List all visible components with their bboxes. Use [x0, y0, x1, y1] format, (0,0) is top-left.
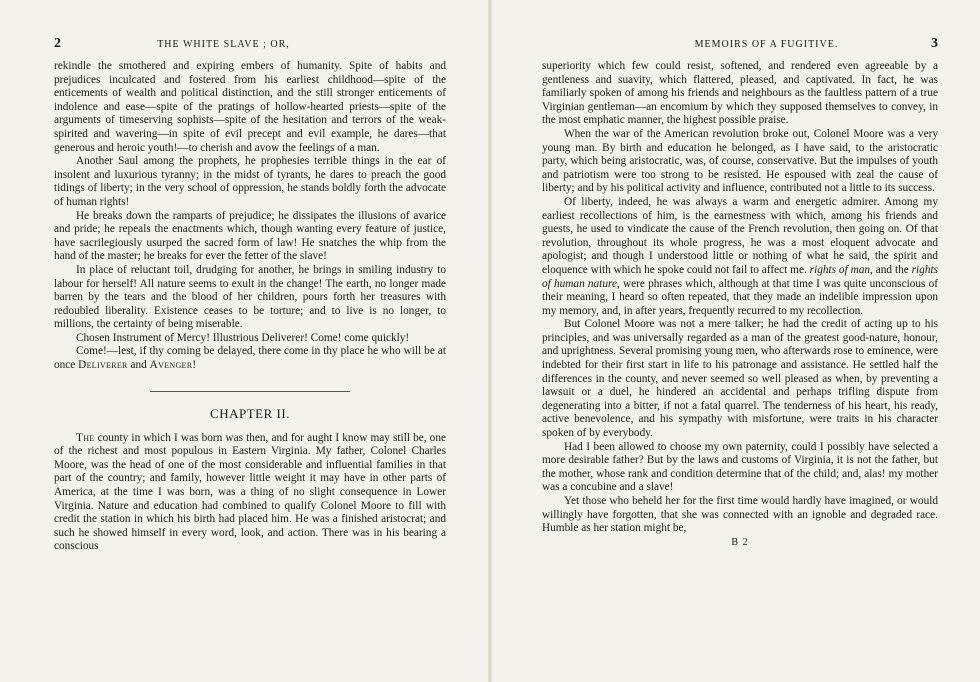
italic-text: rights of man [809, 263, 871, 276]
paragraph [542, 196, 938, 318]
paragraph: rekindle the smothered and expiring embers of humanity. Spite of habits and prejudices inculcated and fostered from his earliest childhood—spite of the enticements of wealth and political distinction, and the still stronger enticements of indolence and ease—spite of the pratings of hollow-hearted priests—spite of the arguments of timeserving sophists—spite of the hesitation and terrors of the weak-spirited and wavering—in spite of evil precept and evil example, he dares—that generous and heroic youth!—to cherish and avow the feelings of a man. [54, 60, 446, 154]
small-caps-text: Avenger [149, 359, 193, 372]
paragraph: Yet those who beheld her for the first time would hardly have imagined, or would willingly have forgotten, that she was connected with an ignoble and degraded race. Humble as her station might be, [542, 495, 938, 535]
running-head: THE WHITE SLAVE ; OR, [157, 39, 290, 50]
small-caps-text: Deliverer [78, 359, 128, 372]
paragraph: Another Saul among the prophets, he prophesies terrible things in the ear of insolent and luxurious tyranny; in the midst of tyrants, he dares to preach the good tidings of liberty; in the very school of oppression, he stands boldly forth the advocate of human rights! [54, 155, 446, 208]
paragraph: Had I been allowed to choose my own paternity, could I possibly have selected a more desirable father? But by the laws and customs of Virginia, it is not the father, but the mother, whose rank and condition determine that of the child; and, alas! my mother was a concubine and a slave! [542, 440, 938, 494]
right-body [542, 60, 938, 536]
paragraph: He breaks down the ramparts of prejudice; he dissipates the illusions of avarice and pride; he repeals the enactments which, though wanting every feature of justice, have sacrilegiously usurped the sacred form of law! He snatches the whip from the hand of the master; he breaks for ever the fetter of the slave! [54, 209, 446, 263]
paragraph: But Colonel Moore was not a mere talker; he had the credit of acting up to his principles, and was universally regarded as a man of the greatest good-nature, honour, and uprightness. Several promising young men, who afterwards rose to eminence, were indebted for their first start in life to his patronage and assistance. He settled half the differences in the county, and never seemed so well pleased as when, by preventing a lawsuit or a duel, he hindered an accidental and perhaps trifling dispute from degenerating into a bitter, if not a fatal quarrel. The tenderness of his heart, his ready, active benevolence, and his sympathy with misfortune, were traits in his character spoken of by everybody. [542, 318, 938, 440]
paragraph [54, 345, 446, 372]
text-run: , and the [870, 263, 909, 276]
paragraph: When the war of the American revolution broke out, Colonel Moore was a very young man. By birth and education he belonged, as I have said, to the aristocratic party, which being aristocratic, was, of course, conservative. But the impulses of youth and patriotism were too strong to be resisted. He espoused with zeal the cause of liberty; and by his political activity and influence, contributed not a little to its success. [542, 127, 938, 195]
right-page [490, 0, 980, 682]
page-number: 3 [931, 36, 938, 51]
paragraph: Chosen Instrument of Mercy! Illustrious Deliverer! Come! come quickly! [76, 331, 410, 344]
running-head: MEMOIRS OF A FUGITIVE. [694, 39, 839, 50]
italic-text: rights of human nature [542, 263, 939, 290]
text-run: and [130, 359, 147, 372]
paragraph: superiority which few could resist, softened, and rendered even agreeable by a gentleness and suavity, which flattered, pleased, and captivated. In fact, he was familiarly spoken of among his friends and neighbours as the faultless pattern of a true Virginian gentleman—an encomium by which they supposed themselves to convey, in the most emphatic manner, the highest possible praise. [542, 60, 938, 127]
text-run: Of liberty, indeed, he was always a warm and energetic admirer. Among my earliest recollections of him, is the earnestness with which, among his friends and guests, he used to vindicate the cause of the French revolution, then going on. Of that revolution, throughout its whole progress, he was a most eloquent advocate and apologist; and though I understood little or nothing of what he said, the spirit and eloquence with which he spoke could not fail to affect me. [542, 195, 938, 276]
left-header [54, 36, 446, 54]
small-caps-text: The [76, 431, 95, 444]
text-run: , were phrases which, although at that time I was quite unconscious of their meaning, I heard so often repeated, that they made an indelible impression upon my memory, and, in after years, frequently recurred to my recollection. [542, 277, 939, 317]
chapter-body [54, 432, 446, 554]
signature-mark: B 2 [731, 536, 749, 548]
paragraph [54, 432, 446, 554]
text-run: county in which I was born was then, and for aught I know may still be, one of the richest and most populous in Eastern Virginia. My father, Colonel Charles Moore, was the head of one of the most considerable and influential families in that part of the country; and family, however little weight it may have in other parts of America, at the time I was born, was a thing of no slight consequence in Lower Virginia. Nature and education had combined to qualify Colonel Moore to fill with credit the station in which his birth had placed him. He was a finished aristocrat; and such he showed himself in every word, look, and action. There was in his bearing a conscious [54, 431, 446, 553]
paragraph: In place of reluctant toil, drudging for another, he brings in smiling industry to labour for herself! All nature seems to exult in the change! The earth, no longer made barren by the tears and the blood of her children, pours forth her treasures with redoubled liberality. Existence ceases to be torture; and to live is no longer, to millions, the certainty of being miserable. [54, 263, 446, 331]
text-run: ! [192, 359, 197, 372]
chapter-heading: CHAPTER II. [210, 405, 290, 421]
text-run: Come!—lest, if thy coming be delayed, there come in thy place he who will be at once [54, 345, 446, 372]
section-divider [150, 391, 350, 392]
right-header [542, 36, 938, 54]
page-number: 2 [54, 36, 61, 51]
left-body [54, 60, 446, 373]
